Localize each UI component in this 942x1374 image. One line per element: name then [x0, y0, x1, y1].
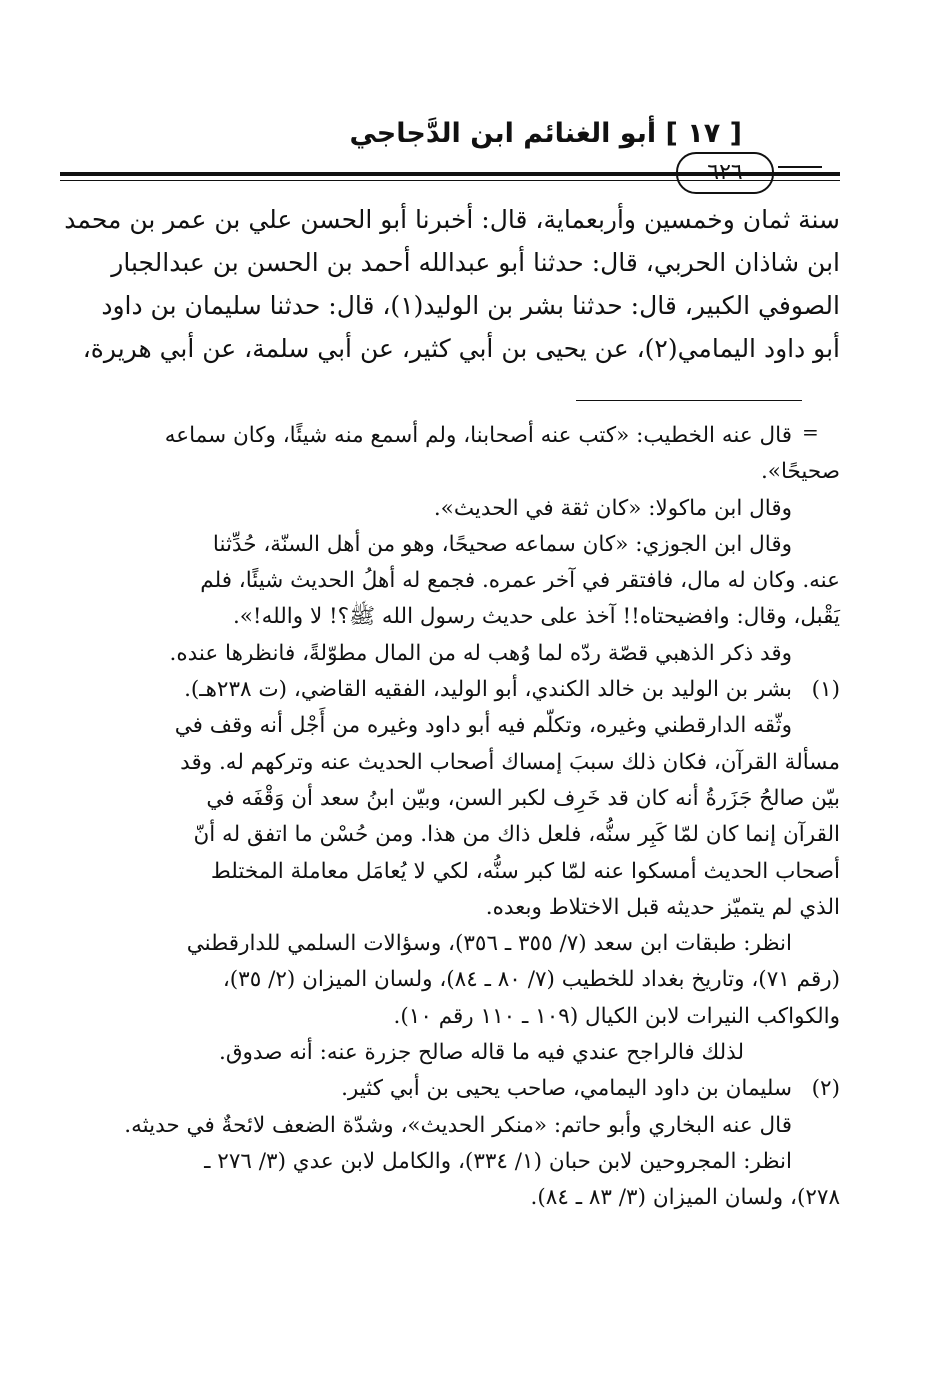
main-text-line: ابن شاذان الحربي، قال: حدثنا أبو عبدالله أحمد بن الحسن بن عبدالجبار	[111, 248, 840, 277]
footnote-line: انظر: المجروحين لابن حبان (١/ ٣٣٤)، والكامل لابن عدي (٣/ ٢٧٦ ـ	[204, 1148, 792, 1174]
footnote-line: قال عنه البخاري وأبو حاتم: «منكر الحديث»، وشدّة الضعف لائحةٌ في حديثه.	[124, 1112, 792, 1138]
footnotes	[60, 418, 840, 1217]
header-rule-thin	[60, 180, 840, 181]
footnote-line: وقال ابن الجوزي: «كان سماعه صحيحًا، وهو من أهل السنّة، حُدِّثنا	[212, 531, 792, 557]
footnote-line: (رقم ٧١)، وتاريخ بغداد للخطيب (٧/ ٨٠ ـ ٨٤)، ولسان الميزان (٢/ ٣٥)،	[222, 967, 840, 993]
footnote-line: يَقْبل، وقال: وافضيحتاه!! آخذ على حديث رسول الله ﷺ؟! لا والله!».	[232, 604, 840, 630]
running-header-title: [ ١٧ ] أبو الغنائم ابن الدَّجاجي	[349, 118, 742, 149]
footnote-line: بيّن صالحُ جَزَرةُ أنه كان قد خَرِف لكبر السن، وبيّن ابنُ سعد أن وَقْفَه في	[206, 785, 840, 811]
footnote-text: سليمان بن داود اليمامي، صاحب يحيى بن أبي كثير.	[341, 1076, 792, 1102]
footnote-line: وقال ابن ماكولا: «كان ثقة في الحديث».	[433, 495, 792, 521]
main-text-line: الصوفي الكبير، قال: حدثنا بشر بن الوليد(١)، قال: حدثنا سليمان بن داود	[101, 291, 840, 320]
page-number: ٦٢٦	[676, 152, 774, 194]
footnote-continuation-mark: =	[802, 420, 819, 444]
footnote-line	[60, 672, 840, 708]
footnote-line: وثّقه الدارقطني وغيره، وتكلّم فيه أبو داود وغيره من أَجْل أنه وقف في	[174, 713, 792, 739]
footnote-line: وقد ذكر الذهبي قصّة ردّه لما وُهب له من المال مطوّلةً، فانظرها عنده.	[169, 640, 792, 666]
footnote-line: أصحاب الحديث أمسكوا عنه لمّا كبر سنُّه، لكي لا يُعامَل معاملة المختلط	[210, 858, 840, 884]
footnote-line: لذلك فالراجح عندي فيه ما قاله صالح جزرة عنه: أنه صدوق.	[219, 1040, 744, 1066]
footnote-line: انظر: طبقات ابن سعد (٧/ ٣٥٥ ـ ٣٥٦)، وسؤالات السلمي للدارقطني	[186, 931, 792, 957]
footnote-text: بشر بن الوليد بن خالد الكندي، أبو الوليد، الفقيه القاضي، (ت ٢٣٨هـ).	[184, 677, 792, 703]
footnote-line: القرآن إنما كان لمّا كَبِر سنُّه، فلعل ذاك من هذا. ومن حُسْن ما اتفق له أنّ	[193, 822, 840, 848]
main-text-line: أبو داود اليمامي(٢)، عن يحيى بن أبي كثير، عن أبي سلمة، عن أبي هريرة،	[82, 334, 840, 363]
footnote-line: الذي لم يتميّز حديثه قبل الاختلاط وبعده.	[485, 894, 840, 920]
footnote-number: (١)	[811, 677, 840, 703]
footnote-separator	[576, 400, 802, 401]
footnote-number: (٢)	[811, 1076, 840, 1102]
main-text-line: سنة ثمان وخمسين وأربعماية، قال: أخبرنا أبو الحسن علي بن عمر بن محمد	[64, 205, 840, 234]
footnote-line: قال عنه الخطيب: «كتب عنه أصحابنا، ولم أسمع منه شيئًا، وكان سماعه	[164, 423, 792, 448]
footnote-line: مسألة القرآن، فكان ذلك سببَ إمساك أصحاب الحديث عنه وتركهم له. وقد	[180, 749, 840, 775]
footnote-line: عنه. وكان له مال، فافتقر في آخر عمره. فجمع له أهلُ الحديث شيئًا، فلم	[200, 568, 840, 594]
header-rule	[60, 172, 840, 176]
footnote-line: ٢٧٨)، ولسان الميزان (٣/ ٨٣ ـ ٨٤).	[530, 1185, 840, 1211]
footnote-line: والكواكب النيرات لابن الكيال (١٠٩ ـ ١١٠ رقم ١٠).	[393, 1003, 840, 1029]
main-text	[60, 198, 840, 370]
footnote-line	[60, 1071, 840, 1107]
footnote-line: صحيحًا».	[760, 459, 840, 485]
